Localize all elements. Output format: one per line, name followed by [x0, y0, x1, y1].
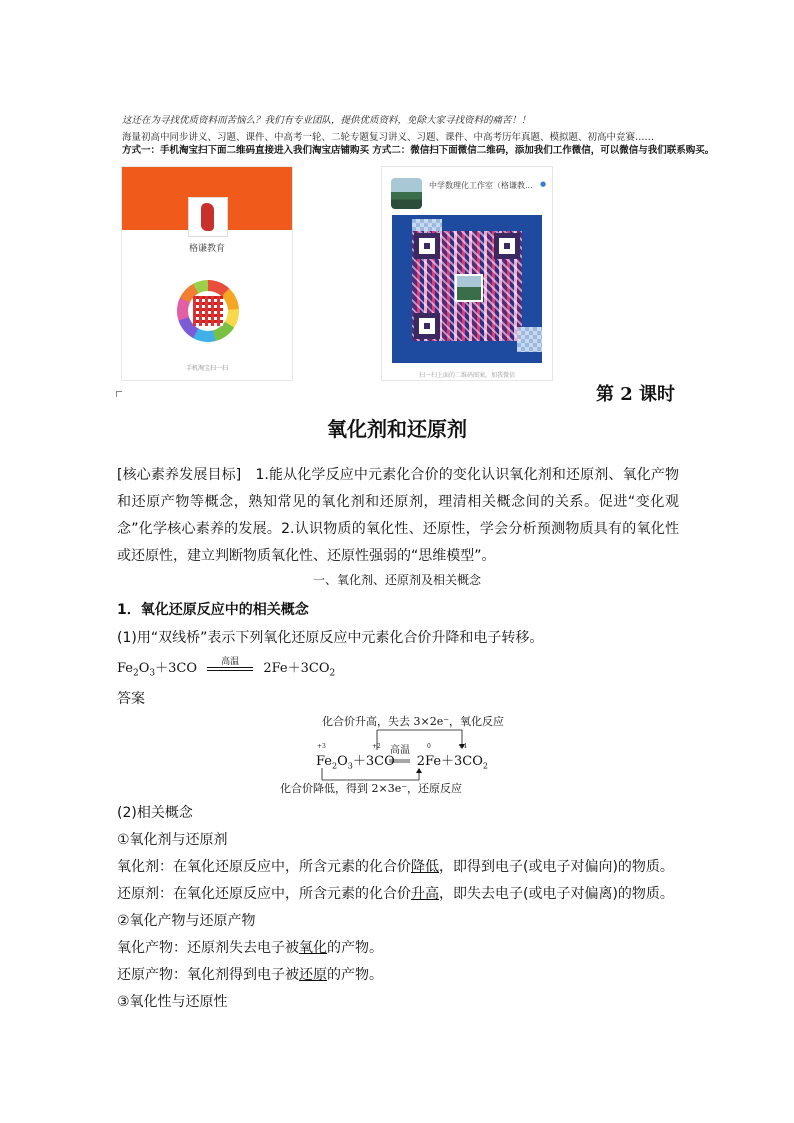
answer-blank: 氧化 [299, 940, 327, 956]
answer-blank: 升高 [411, 886, 439, 902]
diagram-equation: $Fe_2O_3+3CO$ $2Fe+3CO_2$ [316, 754, 489, 771]
page-title: 氧化剂和还原剂 [327, 417, 467, 441]
bridge-top-label: 化合价升高，失去 3×2e⁻，氧化反应 [322, 715, 505, 728]
wechat-avatar [391, 178, 422, 209]
ad-line-1: 这还在为寻找优质资料而苦恼么？我们有专业团队，提供优质资料，免除大家寻找资料的痛苦！！ [122, 115, 531, 126]
qr-finder-icon [414, 313, 440, 339]
ox-state-fe-left: +3 [317, 743, 326, 750]
reduction-product-definition: 还原产物：氧化剂得到电子被还原的产物。 [117, 967, 383, 983]
ad-line-2: 海量初高中同步讲义、习题、课件、中高考一轮、二轮专题复习讲义、习题、课件、中高考历年真题、模拟题、初高中竞赛…… [122, 132, 655, 143]
wechat-account-name: 中学数理化工作室（格谦教... [429, 181, 533, 190]
taobao-scan-caption: 手机淘宝扫一扫 [185, 365, 228, 372]
oxidant-definition: 氧化剂：在氧化还原反应中，所含元素的化合价降低，即得到电子(或电子对偏向)的物质。 [117, 859, 674, 875]
wechat-qr-card [382, 167, 552, 380]
reaction-equation: $Fe_2O_3+3CO$ 高温 $2Fe+3CO_2$ [117, 656, 336, 679]
person-icon: ● [540, 180, 547, 188]
ox-state-c-right: +4 [458, 743, 467, 750]
answer-label: 答案 [117, 691, 145, 707]
reaction-condition: 高温 [207, 667, 253, 671]
concept-1-heading: ①氧化剂与还原剂 [117, 832, 228, 848]
reductant-definition: 还原剂：在氧化还原反应中，所含元素的化合价升高，即失去电子(或电子对偏离)的物质。 [117, 886, 674, 902]
taobao-qr-card [122, 167, 292, 380]
concept-2-heading: ②氧化产物与还原产物 [117, 913, 256, 929]
qr-finder-icon [414, 233, 440, 259]
wechat-scan-caption: 扫一扫上面的二维码图案，加我微信 [418, 372, 515, 379]
qr-center-avatar [455, 274, 483, 302]
concept-3-heading: ③氧化性与还原性 [117, 994, 228, 1010]
answer-blank: 还原 [299, 967, 327, 983]
store-logo-icon [188, 197, 228, 237]
crop-mark [116, 391, 122, 397]
lesson-label: 第 2 课时 [596, 384, 676, 405]
ad-line-3: 方式一：手机淘宝扫下面二维码直接进入我们淘宝店铺购买 方式二：微信扫下面微信二维码，添加我们工作微信，可以微信与我们联系购买。 [122, 145, 715, 156]
section-heading: 一、氧化剂、还原剂及相关概念 [312, 573, 481, 587]
ox-state-c-left: +2 [372, 743, 381, 750]
qr-finder-icon [494, 233, 520, 259]
double-bridge-diagram [255, 710, 555, 796]
subsection-heading: 1．氧化还原反应中的相关概念 [117, 602, 309, 618]
taobao-qr-code-icon [193, 296, 223, 326]
core-goals-paragraph: [核心素养发展目标] 1.能从化学反应中元素化合价的变化认识氧化剂和还原剂、氧化产物和还原产物等概念，熟知常见的氧化剂和还原剂，理清相关概念间的关系。促进“变化观念”化学核心素养的发展。2.认识物质的氧化性、还原性，学会分析预测物质具有的氧化性或还原性，建立判断物质氧化性、还原性强弱的“思维模型”。 [117, 467, 679, 564]
ox-state-fe-right: 0 [427, 743, 431, 750]
question-2: (2)相关概念 [117, 805, 193, 821]
diagram-condition: 高温 [390, 745, 410, 756]
question-1: (1)用“双线桥”表示下列氧化还原反应中元素化合价升降和电子转移。 [117, 630, 544, 646]
oxidation-product-definition: 氧化产物：还原剂失去电子被氧化的产物。 [117, 940, 383, 956]
store-brand-name: 格谦教育 [188, 244, 225, 254]
bridge-bottom-label: 化合价降低，得到 2×3e⁻，还原反应 [280, 782, 463, 795]
answer-blank: 降低 [411, 859, 439, 875]
